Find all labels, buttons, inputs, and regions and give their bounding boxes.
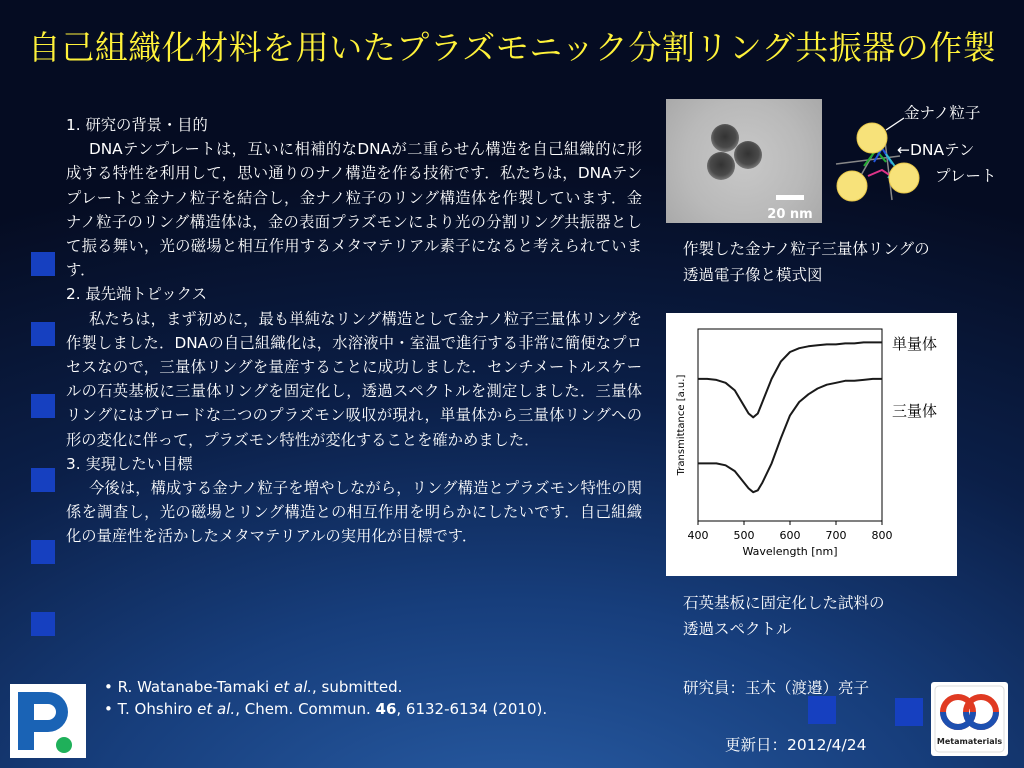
label-dna-template-2: プレート <box>935 167 997 185</box>
pointer-line <box>886 118 904 130</box>
updated-date: 更新日：2012/4/24 <box>725 736 867 754</box>
x-tick-label: 400 <box>687 529 709 542</box>
scale-bar <box>776 195 804 200</box>
gold-particle <box>711 124 739 152</box>
decor-square <box>31 252 55 276</box>
series-line-trimer <box>698 379 882 492</box>
decor-square <box>31 540 55 564</box>
figure1-caption: 作製した金ナノ粒子三量体リングの 透過電子像と模式図 <box>683 240 930 284</box>
x-tick-label: 500 <box>733 529 755 542</box>
body-text <box>66 113 642 549</box>
section-heading-1: 1. 研究の背景・目的 <box>66 116 208 134</box>
logo-text: Metamaterials <box>936 737 1003 746</box>
tem-particles <box>666 99 822 223</box>
institute-logo <box>10 684 86 758</box>
x-tick-label: 800 <box>871 529 893 542</box>
figure2-caption: 石英基板に固定化した試料の 透過スペクトル <box>683 594 885 638</box>
chart-svg <box>666 313 957 576</box>
gold-nanoparticle-icon <box>889 163 919 193</box>
reference-1: • R. Watanabe-Tamaki et al., submitted. <box>104 678 403 696</box>
decor-square <box>31 468 55 492</box>
series-label-monomer: 単量体 <box>892 335 938 353</box>
decor-square <box>895 698 923 726</box>
decor-square <box>31 612 55 636</box>
x-axis-label: Wavelength [nm] <box>742 545 838 558</box>
x-tick-label: 600 <box>779 529 801 542</box>
gold-particle <box>707 152 735 180</box>
reference-2: • T. Ohshiro et al., Chem. Commun. 46, 6132-6134 (2010). <box>104 700 548 718</box>
plot-frame <box>698 329 882 521</box>
metamaterials-logo <box>931 682 1008 756</box>
gold-nanoparticle-icon <box>837 171 867 201</box>
section-text-3: 今後は，構成する金ナノ粒子を増やしながら，リング構造とプラズモン特性の関係を調査し，光の磁場とリング構造との相互作用を明らかにしたいです．自己組織化の量産性を活かしたメタマテリアルの実用化が目標です． <box>66 479 642 546</box>
tem-image <box>666 99 822 223</box>
label-gold-nanoparticle: 金ナノ粒子 <box>904 104 981 122</box>
decor-square <box>31 394 55 418</box>
section-text-1: DNAテンプレートは，互いに相補的なDNAが二重らせん構造を自己組織的に形成する特性を利用して，思い通りのナノ構造を作る技術です．私たちは，DNAテンプレートと金ナノ粒子を結合し，金ナノ粒子のリング構造体を作製しています．金ナノ粒子のリング構造体は，金の表面プラズモンにより光の分割リング共振器として振る舞い，光の磁場と相互作用するメタマテリアル素子になると考えられています． <box>66 140 642 280</box>
x-tick-label: 700 <box>825 529 847 542</box>
references <box>104 676 547 720</box>
trimer-schematic <box>826 112 930 212</box>
gold-particle <box>734 141 762 169</box>
decor-square <box>808 696 836 724</box>
logo-dot <box>56 737 72 753</box>
metamaterials-logo-icon <box>931 682 1008 756</box>
y-axis-label: Transmittance [a.u.] <box>676 374 687 476</box>
section-text-2: 私たちは，まず初めに，最も単純なリング構造として金ナノ粒子三量体リングを作製しました．DNAの自己組織化は，水溶液中・室温で進行する非常に簡便なプロセスなので，三量体リングを量産することに成功しました．センチメートルスケールの石英基板に三量体リングを固定化し，透過スペクトルを測定しました．三量体リングにはブロードな二つのプラズモン吸収が現れ，単量体から三量体リングへの形の変化に伴って，プラズモン特性が変化することを確かめました． <box>66 309 642 449</box>
page-title: 自己組織化材料を用いたプラズモニック分割リング共振器の作製 <box>27 28 997 67</box>
series-label-trimer: 三量体 <box>892 402 938 420</box>
logo-counter <box>40 706 52 718</box>
logo-stem <box>18 692 34 750</box>
label-dna-template-1: ←DNAテン <box>897 141 975 159</box>
transmittance-chart <box>666 313 957 576</box>
scale-bar-label: 20 nm <box>767 207 813 222</box>
gold-nanoparticle-icon <box>857 123 887 153</box>
institute-logo-icon <box>10 684 86 758</box>
decor-square <box>31 322 55 346</box>
section-heading-2: 2. 最先端トピックス <box>66 285 208 304</box>
section-heading-3: 3. 実現したい目標 <box>66 454 193 473</box>
researcher-name: 研究員：玉木（渡邉）亮子 <box>683 679 870 697</box>
